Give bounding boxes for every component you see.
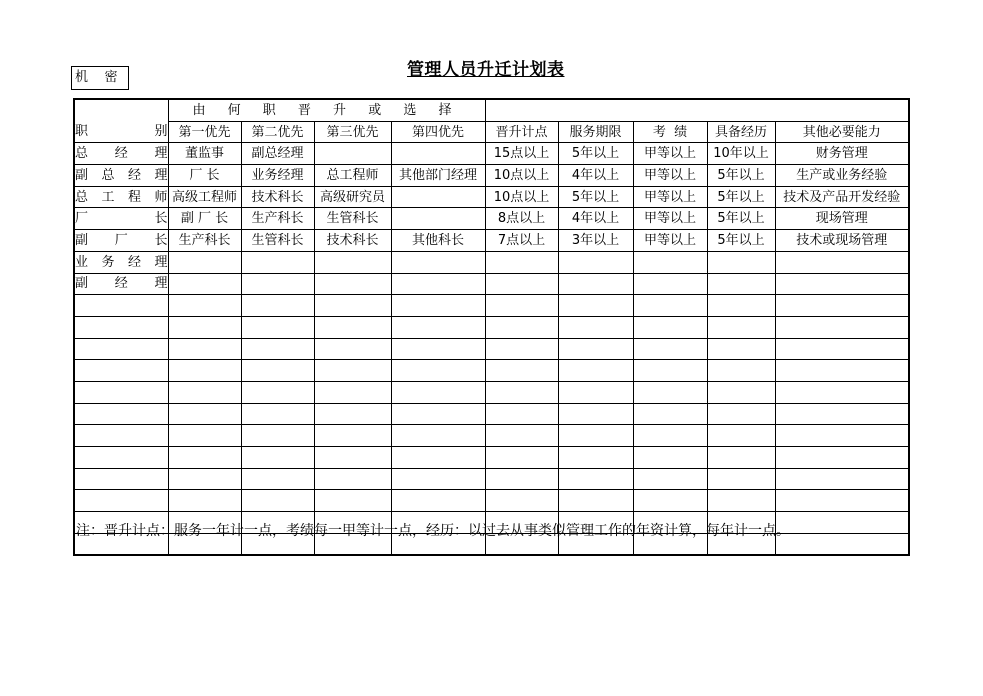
table-row xyxy=(74,273,909,295)
empty-cell xyxy=(314,425,391,447)
ability-cell: 技术或现场管理 xyxy=(775,230,909,252)
empty-cell xyxy=(775,425,909,447)
empty-cell xyxy=(74,381,168,403)
position-cell: 厂 长 xyxy=(74,208,168,230)
empty-cell xyxy=(775,381,909,403)
empty-cell xyxy=(391,338,485,360)
empty-cell xyxy=(707,316,775,338)
service-cell xyxy=(558,251,633,273)
empty-cell xyxy=(558,295,633,317)
empty-cell xyxy=(775,512,909,534)
priority-1-header: 第一优先 xyxy=(168,121,241,143)
priority-4-cell xyxy=(391,251,485,273)
table-row xyxy=(74,468,909,490)
table-row xyxy=(74,251,909,273)
empty-cell xyxy=(241,403,314,425)
priority-2-cell xyxy=(241,273,314,295)
table-row xyxy=(74,165,909,187)
priority-4-cell: 其他部门经理 xyxy=(391,165,485,187)
priority-2-cell: 生管科长 xyxy=(241,230,314,252)
empty-cell xyxy=(241,468,314,490)
empty-cell xyxy=(775,468,909,490)
position-cell: 总 经 理 xyxy=(74,143,168,165)
priority-2-cell xyxy=(241,251,314,273)
performance-header: 考 绩 xyxy=(633,121,707,143)
empty-cell xyxy=(707,360,775,382)
empty-cell xyxy=(391,316,485,338)
service-cell: 3年以上 xyxy=(558,230,633,252)
empty-cell xyxy=(485,316,558,338)
table-row xyxy=(74,186,909,208)
service-cell: 5年以上 xyxy=(558,186,633,208)
points-header: 晋升计点 xyxy=(485,121,558,143)
experience-header: 具备经历 xyxy=(707,121,775,143)
empty-cell xyxy=(241,316,314,338)
table-row xyxy=(74,490,909,512)
empty-cell xyxy=(391,360,485,382)
performance-cell: 甲等以上 xyxy=(633,165,707,187)
priority-3-header: 第三优先 xyxy=(314,121,391,143)
priority-4-header: 第四优先 xyxy=(391,121,485,143)
service-cell xyxy=(558,273,633,295)
points-cell xyxy=(485,251,558,273)
table-row xyxy=(74,360,909,382)
empty-cell xyxy=(241,295,314,317)
experience-cell: 5年以上 xyxy=(707,230,775,252)
service-cell: 5年以上 xyxy=(558,143,633,165)
empty-cell xyxy=(168,360,241,382)
empty-cell xyxy=(558,403,633,425)
performance-cell xyxy=(633,273,707,295)
empty-cell xyxy=(314,360,391,382)
priority-3-cell xyxy=(314,143,391,165)
empty-cell xyxy=(314,403,391,425)
empty-cell xyxy=(391,403,485,425)
points-cell xyxy=(485,273,558,295)
empty-cell xyxy=(485,403,558,425)
position-cell: 副 厂 长 xyxy=(74,230,168,252)
priority-3-cell xyxy=(314,251,391,273)
empty-cell xyxy=(707,447,775,469)
empty-cell xyxy=(707,490,775,512)
empty-cell xyxy=(168,295,241,317)
empty-cell xyxy=(391,447,485,469)
empty-cell xyxy=(74,490,168,512)
header-row-1 xyxy=(74,99,909,121)
position-header: 职 别 xyxy=(74,121,168,143)
experience-cell: 10年以上 xyxy=(707,143,775,165)
priority-4-cell: 其他科长 xyxy=(391,230,485,252)
empty-cell xyxy=(707,381,775,403)
empty-cell xyxy=(391,468,485,490)
empty-cell xyxy=(314,316,391,338)
priority-1-cell: 高级工程师 xyxy=(168,186,241,208)
experience-cell xyxy=(707,251,775,273)
empty-cell xyxy=(707,295,775,317)
priority-1-cell: 副 厂 长 xyxy=(168,208,241,230)
priority-1-cell xyxy=(168,251,241,273)
empty-cell xyxy=(485,381,558,403)
table-row xyxy=(74,295,909,317)
position-cell: 业 务 经 理 xyxy=(74,251,168,273)
table-row xyxy=(74,403,909,425)
service-header: 服务期限 xyxy=(558,121,633,143)
empty-cell xyxy=(633,490,707,512)
priority-1-cell: 生产科长 xyxy=(168,230,241,252)
empty-cell xyxy=(633,447,707,469)
empty-cell xyxy=(168,403,241,425)
ability-cell: 生产或业务经验 xyxy=(775,165,909,187)
priority-1-cell xyxy=(168,273,241,295)
empty-cell xyxy=(633,316,707,338)
points-cell: 7点以上 xyxy=(485,230,558,252)
priority-2-cell: 技术科长 xyxy=(241,186,314,208)
priority-2-header: 第二优先 xyxy=(241,121,314,143)
table-row xyxy=(74,447,909,469)
priority-2-cell: 生产科长 xyxy=(241,208,314,230)
priority-2-cell: 业务经理 xyxy=(241,165,314,187)
empty-cell xyxy=(775,533,909,555)
empty-cell xyxy=(241,425,314,447)
position-header-top xyxy=(74,99,168,121)
empty-cell xyxy=(74,316,168,338)
ability-cell: 现场管理 xyxy=(775,208,909,230)
points-cell: 15点以上 xyxy=(485,143,558,165)
table-row xyxy=(74,381,909,403)
priority-1-cell: 厂 长 xyxy=(168,165,241,187)
empty-cell xyxy=(314,468,391,490)
empty-cell xyxy=(633,403,707,425)
empty-cell xyxy=(241,490,314,512)
empty-cell xyxy=(314,295,391,317)
empty-cell xyxy=(485,425,558,447)
empty-cell xyxy=(707,468,775,490)
priority-4-cell xyxy=(391,208,485,230)
experience-cell xyxy=(707,273,775,295)
empty-cell xyxy=(391,425,485,447)
empty-cell xyxy=(558,490,633,512)
empty-cell xyxy=(633,425,707,447)
empty-cell xyxy=(74,403,168,425)
empty-cell xyxy=(241,447,314,469)
points-cell: 10点以上 xyxy=(485,165,558,187)
empty-cell xyxy=(168,425,241,447)
empty-cell xyxy=(633,468,707,490)
empty-cell xyxy=(314,381,391,403)
empty-cell xyxy=(241,360,314,382)
empty-cell xyxy=(74,468,168,490)
table-row xyxy=(74,143,909,165)
empty-cell xyxy=(775,295,909,317)
empty-cell xyxy=(558,316,633,338)
empty-cell xyxy=(74,360,168,382)
points-cell: 8点以上 xyxy=(485,208,558,230)
empty-cell xyxy=(168,447,241,469)
table-row xyxy=(74,230,909,252)
position-cell: 副 经 理 xyxy=(74,273,168,295)
table-row xyxy=(74,208,909,230)
empty-cell xyxy=(485,338,558,360)
empty-cell xyxy=(391,381,485,403)
ability-header: 其他必要能力 xyxy=(775,121,909,143)
footnote: 注：晋升计点：服务一年计一点，考绩每一甲等计一点，经历：以过去从事类似管理工作的年资计算，每年计一点。 xyxy=(76,523,790,539)
priority-3-cell: 总工程师 xyxy=(314,165,391,187)
empty-cell xyxy=(775,338,909,360)
priority-3-cell: 高级研究员 xyxy=(314,186,391,208)
empty-cell xyxy=(558,447,633,469)
empty-cell xyxy=(775,447,909,469)
empty-cell xyxy=(168,468,241,490)
empty-cell xyxy=(633,338,707,360)
performance-cell: 甲等以上 xyxy=(633,208,707,230)
priority-4-cell xyxy=(391,143,485,165)
empty-cell xyxy=(391,490,485,512)
priority-3-cell xyxy=(314,273,391,295)
empty-cell xyxy=(74,447,168,469)
empty-cell xyxy=(241,381,314,403)
empty-cell xyxy=(314,338,391,360)
ability-cell xyxy=(775,273,909,295)
ability-cell xyxy=(775,251,909,273)
ability-cell: 财务管理 xyxy=(775,143,909,165)
empty-cell xyxy=(168,381,241,403)
experience-cell: 5年以上 xyxy=(707,186,775,208)
service-cell: 4年以上 xyxy=(558,165,633,187)
confidential-box: 机 密 xyxy=(71,66,129,90)
empty-cell xyxy=(558,468,633,490)
performance-cell: 甲等以上 xyxy=(633,230,707,252)
empty-cell xyxy=(558,425,633,447)
page-title: 管理人员升迁计划表 xyxy=(407,60,565,80)
empty-cell xyxy=(485,295,558,317)
experience-cell: 5年以上 xyxy=(707,165,775,187)
empty-cell xyxy=(558,338,633,360)
empty-cell xyxy=(707,425,775,447)
empty-cell xyxy=(485,468,558,490)
empty-cell xyxy=(485,447,558,469)
empty-cell xyxy=(74,425,168,447)
table-row xyxy=(74,425,909,447)
group-header: 由 何 职 晋 升 或 选 择 xyxy=(168,99,485,121)
points-cell: 10点以上 xyxy=(485,186,558,208)
table-row xyxy=(74,316,909,338)
empty-cell xyxy=(775,360,909,382)
priority-2-cell: 副总经理 xyxy=(241,143,314,165)
empty-cell xyxy=(391,295,485,317)
empty-cell xyxy=(775,403,909,425)
priority-4-cell xyxy=(391,186,485,208)
promotion-plan-table xyxy=(73,98,910,556)
empty-cell xyxy=(485,490,558,512)
performance-cell: 甲等以上 xyxy=(633,186,707,208)
position-cell: 总 工 程 师 xyxy=(74,186,168,208)
empty-cell xyxy=(707,403,775,425)
priority-4-cell xyxy=(391,273,485,295)
priority-3-cell: 技术科长 xyxy=(314,230,391,252)
service-cell: 4年以上 xyxy=(558,208,633,230)
empty-cell xyxy=(74,295,168,317)
header-row-2 xyxy=(74,121,909,143)
empty-cell xyxy=(558,381,633,403)
empty-cell xyxy=(485,360,558,382)
empty-cell xyxy=(707,338,775,360)
priority-1-cell: 董监事 xyxy=(168,143,241,165)
performance-cell: 甲等以上 xyxy=(633,143,707,165)
ability-cell: 技术及产品开发经验 xyxy=(775,186,909,208)
group-header-blank xyxy=(485,99,909,121)
table-row xyxy=(74,338,909,360)
empty-cell xyxy=(168,490,241,512)
empty-cell xyxy=(775,316,909,338)
empty-cell xyxy=(633,360,707,382)
position-cell: 副 总 经 理 xyxy=(74,165,168,187)
priority-3-cell: 生管科长 xyxy=(314,208,391,230)
empty-cell xyxy=(558,360,633,382)
empty-cell xyxy=(74,338,168,360)
empty-cell xyxy=(168,338,241,360)
empty-cell xyxy=(241,338,314,360)
empty-cell xyxy=(314,490,391,512)
empty-cell xyxy=(633,381,707,403)
experience-cell: 5年以上 xyxy=(707,208,775,230)
empty-cell xyxy=(633,295,707,317)
empty-cell xyxy=(314,447,391,469)
empty-cell xyxy=(168,316,241,338)
empty-cell xyxy=(775,490,909,512)
performance-cell xyxy=(633,251,707,273)
